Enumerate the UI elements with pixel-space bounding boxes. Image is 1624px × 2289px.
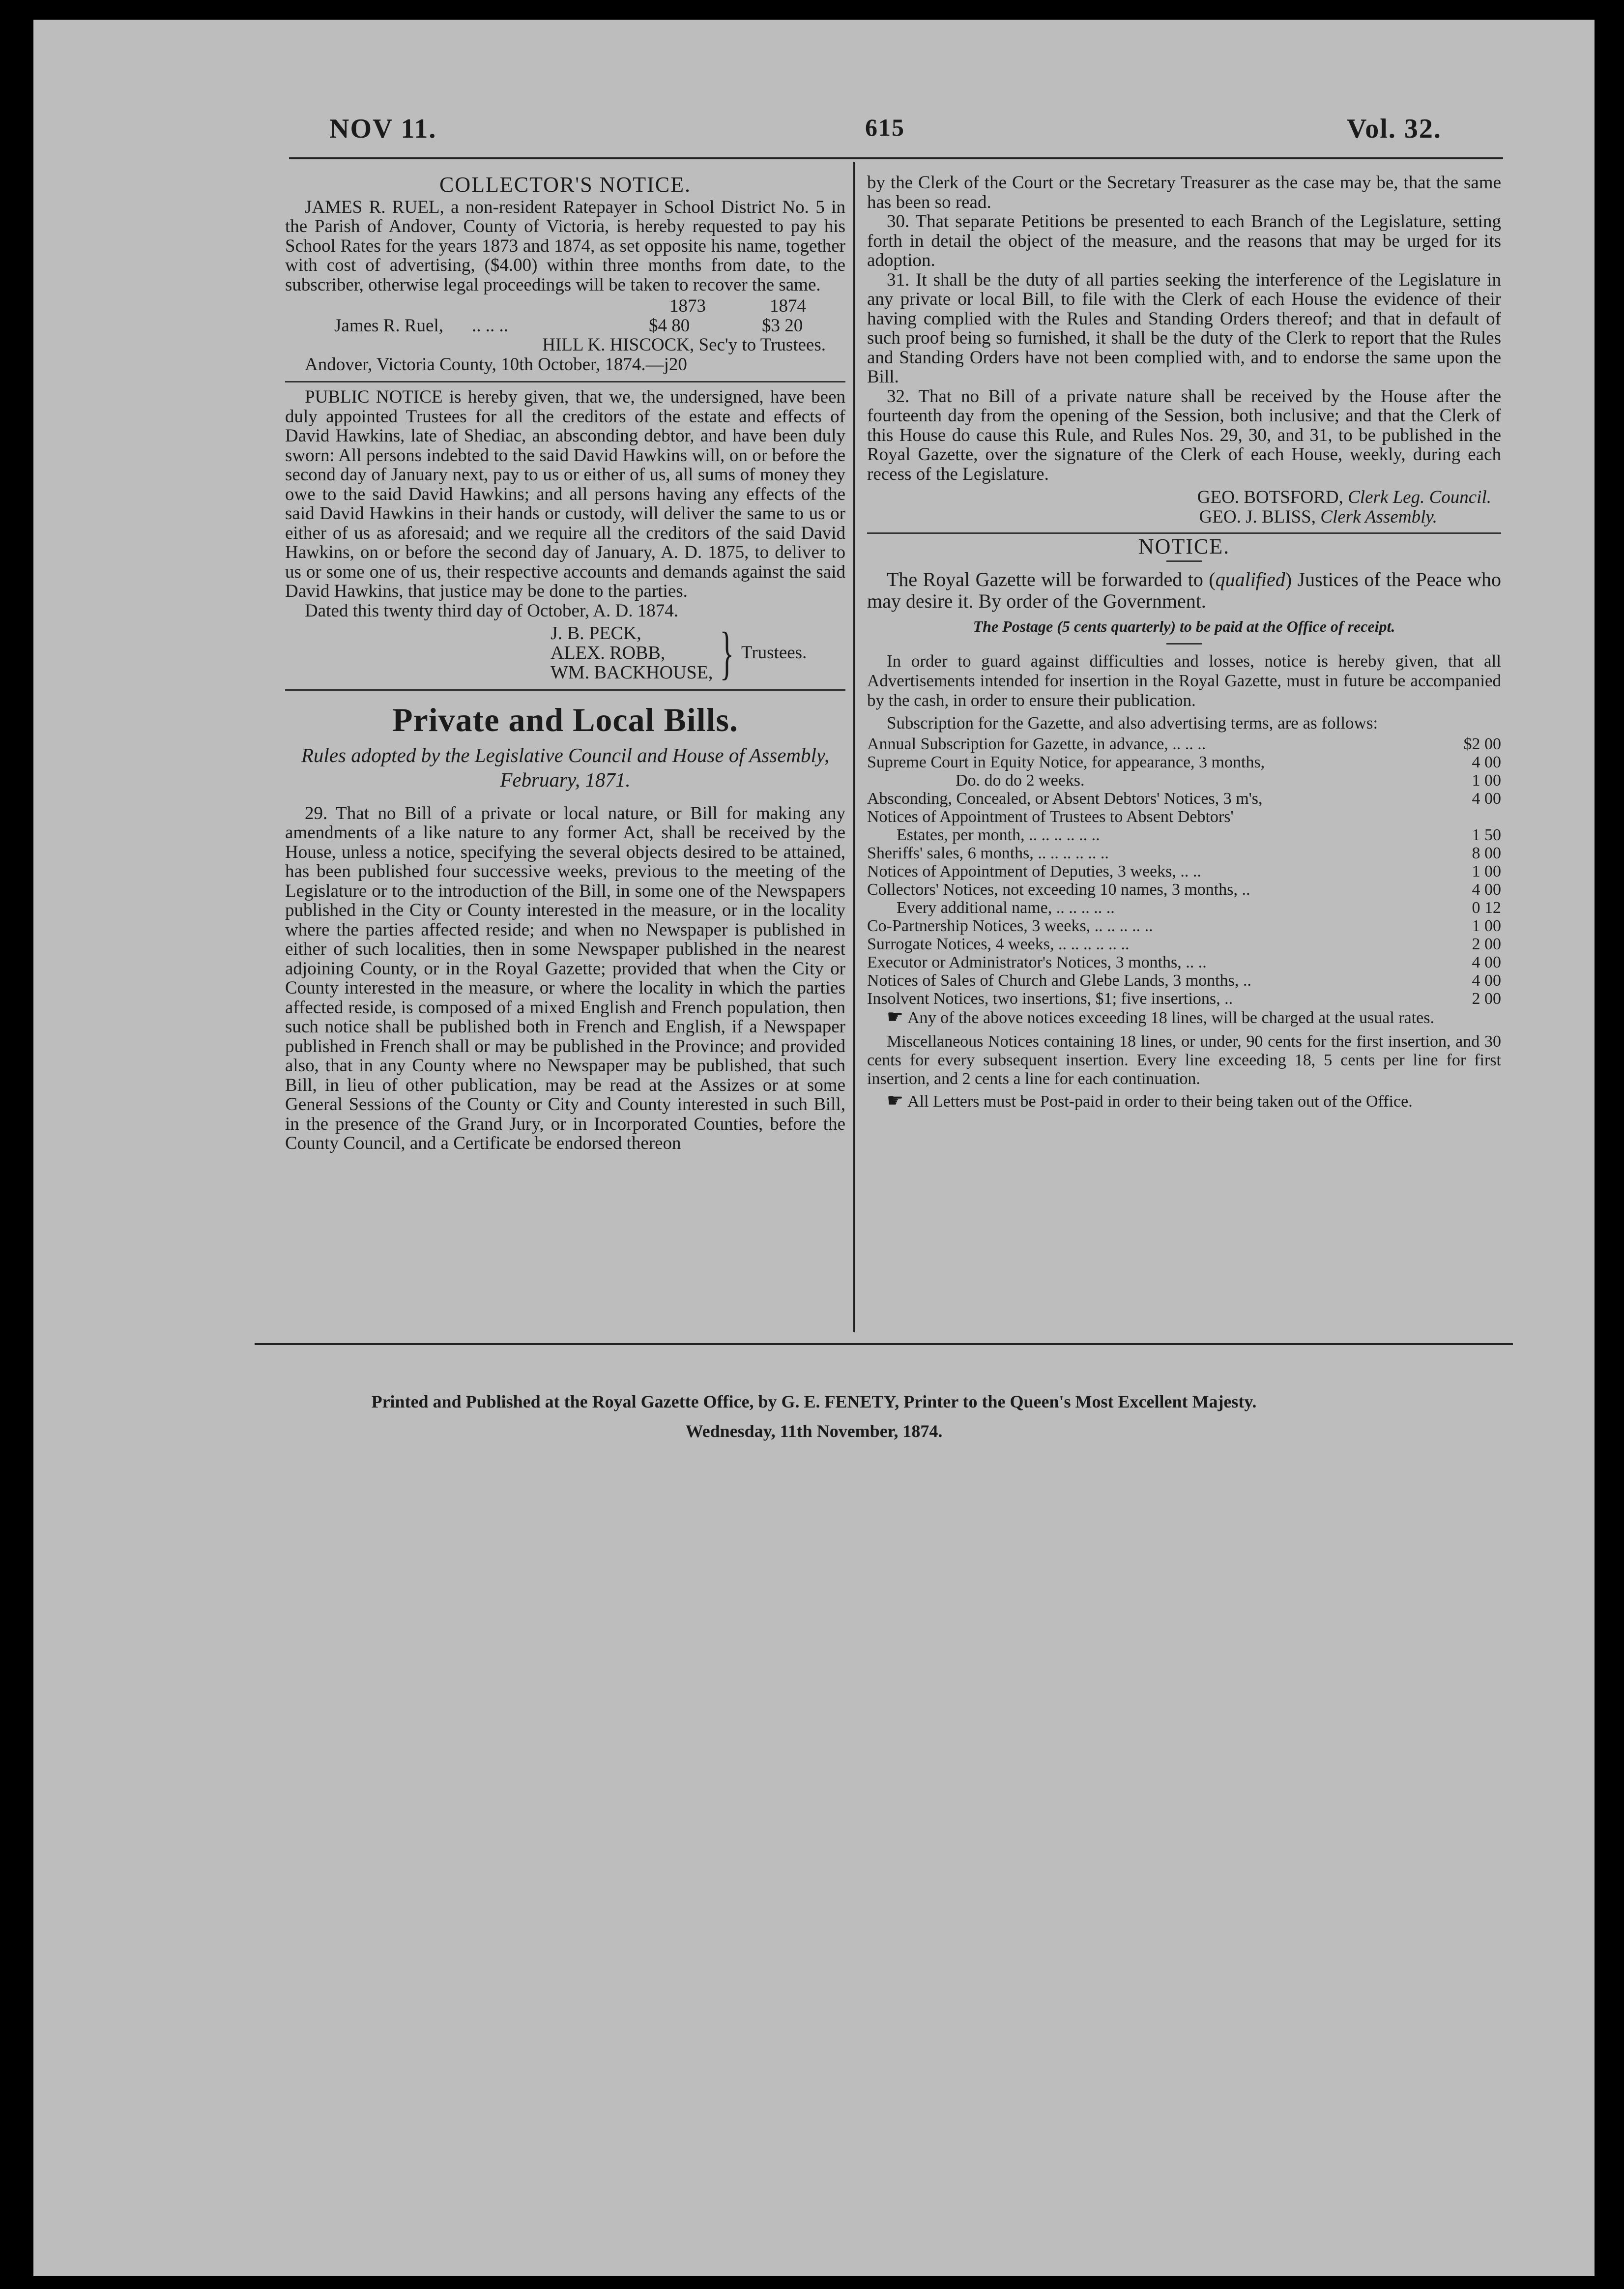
fee-label: Annual Subscription for Gazette, in advance, .. .. .. [867,735,1206,753]
rule-29: 29. That no Bill of a private or local nature, or Bill for making any amendments of a like nature to any former Act, shall be received by the House, unless a notice, specifying the several objects desired to be attained, has been published four successive weeks, previous to the meeting of the Legislature or to the introduction of the Bill, in some one of the Newspapers published in the City or County interested in the measure, or in the locality where the parties affected reside; and when no Newspaper is published in either of such localities, then in some Newspaper published in the nearest adjoining County, or in the Royal Gazette; provided that when the City or County interested in the measure, or where the locality in which the parties affected reside, is composed of a mixed English and French population, then such notice shall be published both in French and English, if a Newspaper published in French shall or may be published in the Province; and provided also, that in any County where no Newspaper may be published, that such Bill, in lieu of other publication, may be read at the Assizes or at some General Sessions of the County or City and County interested in such Bill, in the presence of the Grand Jury, or in Incorporated Counties, before the County Council, and a Certificate be endorsed thereon [285,803,845,1153]
notice-post-paid-text: All Letters must be Post-paid in order to their being taken out of the Office. [907,1092,1413,1111]
signature-bliss [867,507,1501,527]
fee-label: Notices of Appointment of Trustees to Absent Debtors' [867,808,1234,826]
fee-amount: 1 00 [1472,862,1501,880]
header-rule [289,157,1503,159]
rates-row [285,316,845,336]
fee-row [867,880,1501,899]
fee-amount: 2 00 [1472,990,1501,1008]
collectors-notice-dateline: Andover, Victoria County, 10th October, 1874.—j20 [305,354,687,375]
fee-label: Insolvent Notices, two insertions, $1; five insertions, .. [867,990,1233,1008]
newspaper-page [33,20,1595,2276]
notice-advertisements: In order to guard against difficulties and losses, notice is hereby given, that all Advertisements intended for insertion in the Royal Gazette, must in future be accompanied by the cash, in order to ensure their publication. [867,651,1501,710]
rule-30: 30. That separate Petitions be presented to each Branch of the Legislature, setting forth in detail the object of the measure, and the reasons that may be urged for its adoption. [867,211,1501,270]
fee-label: Co-Partnership Notices, 3 weeks, .. .. .. .. .. [867,917,1153,935]
rates-dots: .. .. .. [472,315,508,336]
fee-label: Do. do do 2 weeks. [956,771,1085,790]
fee-row [867,826,1501,844]
volume-number: Vol. 32. [1347,114,1442,144]
fee-label: Sheriffs' sales, 6 months, .. .. .. .. .. .. [867,844,1109,862]
rates-years-row [285,296,845,316]
fee-label: Executor or Administrator's Notices, 3 months, .. .. [867,953,1207,971]
collector-signature: HILL K. HISCOCK, Sec'y to Trustees. [542,335,826,355]
fee-row [867,899,1501,917]
fee-amount: 2 00 [1472,935,1501,953]
pointing-hand-icon: ☛ [887,1007,904,1027]
rate-amount-1873: $4 80 [649,315,690,336]
private-bills-title: Private and Local Bills. [392,701,738,738]
fee-label: Estates, per month, .. .. .. .. .. .. [897,826,1100,844]
notice-post-paid [867,1091,1501,1111]
notice-title-rule [1166,560,1202,562]
fee-label: Supreme Court in Equity Notice, for appearance, 3 months, [867,753,1265,771]
rule-31: 31. It shall be the duty of all parties seeking the interference of the Legislature in any private or local Bill, to file with the Clerk of each House the evidence of their having complied with the Rules and Standing Orders thereof; and that in default of such proof being so furnished, it shall be the duty of the Clerk to report that the Rules and Standing Orders have not been complied with, and to endorse the same upon the Bill. [867,269,1501,387]
left-column [285,173,845,1153]
fee-row [867,935,1501,953]
notice-over-18-lines [867,1008,1501,1027]
fee-label: Collectors' Notices, not exceeding 10 names, 3 months, .. [867,880,1250,899]
notice-miscellaneous: Miscellaneous Notices containing 18 lines, or under, 90 cents for the first insertion, and 30 cents for every subsequent insertion. Every line exceeding 18, 5 cents per line for first insertion, and 2 cents a line for each continuation. [867,1032,1501,1088]
issue-date: NOV 11. [329,114,437,144]
fee-amount: 1 00 [1472,771,1501,790]
fee-row [867,862,1501,880]
trustee-signatures [551,620,845,685]
fee-label: Every additional name, .. .. .. .. .. [897,899,1115,917]
fee-row [867,790,1501,808]
fee-amount: 1 00 [1472,917,1501,935]
notice-p1-start: The Royal Gazette will be forwarded to ( [887,568,1216,590]
fee-amount: 4 00 [1472,971,1501,990]
notice-gazette-forwarded [867,569,1501,612]
fee-row [867,953,1501,971]
rate-amount-1874: $3 20 [762,315,803,336]
fee-row [867,808,1501,826]
fee-label: Notices of Sales of Church and Glebe Lands, 3 months, .. [867,971,1251,990]
fee-label: Absconding, Concealed, or Absent Debtors' Notices, 3 m's, [867,790,1263,808]
notice-postage: The Postage (5 cents quarterly) to be paid at the Office of receipt. [973,617,1395,635]
postage-rule [1166,643,1202,645]
footer-rule [255,1343,1513,1345]
page-number: 615 [865,114,905,141]
fee-amount: 4 00 [1472,953,1501,971]
rule-29-continuation: by the Clerk of the Court or the Secretary Treasurer as the case may be, that the same has been so read. [867,173,1501,212]
private-bills-subtitle: Rules adopted by the Legislative Council and House of Assembly, February, 1871. [301,743,830,791]
fee-row [867,753,1501,771]
notice-subscription-intro: Subscription for the Gazette, and also advertising terms, are as follows: [887,713,1378,733]
brace-glyph: } [720,620,734,685]
fee-amount: 4 00 [1472,790,1501,808]
fee-amount: 4 00 [1472,880,1501,899]
fee-schedule [867,735,1501,1008]
public-notice-dated: Dated this twenty third day of October, A. D. 1874. [305,600,678,621]
section-rule-3 [867,532,1501,534]
fee-amount: 8 00 [1472,844,1501,862]
column-divider [853,162,855,1332]
rule-32: 32. That no Bill of a private nature shall be received by the House after the fourteenth day from the opening of the Session, both inclusive; and that the Clerk of this House do cause this Rule, and Rules Nos. 29, 30, and 31, to be published in the Royal Gazette, over the signature of the Clerk of each House, weekly, during each recess of the Legislature. [867,386,1501,484]
collectors-notice-title: COLLECTOR'S NOTICE. [439,173,691,197]
rates-year-1874: 1874 [770,296,806,316]
printer-imprint: Printed and Published at the Royal Gazette Office, by G. E. FENETY, Printer to the Queen's Most Excellent Majesty. [371,1392,1257,1411]
signature-bliss-name: GEO. J. BLISS, [1199,506,1316,527]
notice-title: NOTICE. [1138,534,1230,558]
fee-label: Surrogate Notices, 4 weeks, .. .. .. .. .. .. [867,935,1130,953]
notice-over-18-lines-text: Any of the above notices exceeding 18 lines, will be charged at the usual rates. [907,1009,1434,1027]
fee-row [867,771,1501,790]
signature-botsford-title: Clerk Leg. Council. [1348,487,1491,507]
fee-row [867,844,1501,862]
right-column [867,173,1501,1111]
trustee-backhouse: WM. BACKHOUSE, [551,662,713,683]
publication-date: Wednesday, 11th November, 1874. [685,1421,943,1441]
trustees-label: Trustees. [741,643,807,663]
fee-amount: 1 50 [1472,826,1501,844]
signature-bliss-title: Clerk Assembly. [1320,506,1437,527]
fee-amount: 0 12 [1472,899,1501,917]
fee-row [867,971,1501,990]
fee-label: Notices of Appointment of Deputies, 3 weeks, .. .. [867,862,1201,880]
fee-row [867,917,1501,935]
section-rule-1 [285,381,845,382]
trustee-robb: ALEX. ROBB, [551,643,666,663]
pointing-hand-icon: ☛ [887,1090,904,1111]
rates-year-1873: 1873 [669,296,706,316]
signature-botsford [867,488,1501,507]
trustee-peck: J. B. PECK, [551,623,641,644]
collectors-notice-body: JAMES R. RUEL, a non-resident Ratepayer in School District No. 5 in the Parish of Andover, County of Victoria, is hereby requested to pay his School Rates for the years 1873 and 1874, as set opposite his name, together with cost of advertising, ($4.00) within three months from date, to the subscriber, otherwise legal proceedings will be taken to recover the same. [285,197,845,295]
fee-amount: $2 00 [1463,735,1501,753]
ratepayer-name: James R. Ruel, [334,315,443,336]
signature-botsford-name: GEO. BOTSFORD, [1197,487,1343,507]
public-notice-body: PUBLIC NOTICE is hereby given, that we, the undersigned, have been duly appointed Trustees for all the creditors of the estate and effects of David Hawkins, late of Shediac, an absconding debtor, and have been duly sworn: All persons indebted to the said David Hawkins will, on or before the second day of January next, pay to us or either of us, all sums of money they owe to the said David Hawkins; and all persons having any effects of the said David Hawkins in their hands or custody, will deliver the same to us or either of us as aforesaid; and we require all the creditors of the said David Hawkins, on or before the second day of January, A. D. 1875, to deliver to us or some one of us, their respective accounts and demands against the said David Hawkins, that justice may be done to the parties. [285,387,845,601]
fee-row [867,735,1501,753]
section-rule-2 [285,689,845,691]
fee-amount: 4 00 [1472,753,1501,771]
notice-p1-qualified: qualified [1215,568,1285,590]
fee-row [867,990,1501,1008]
notice-p1-end: ) Justices of the Peace who may desire it. By order of the Government. [867,568,1501,612]
